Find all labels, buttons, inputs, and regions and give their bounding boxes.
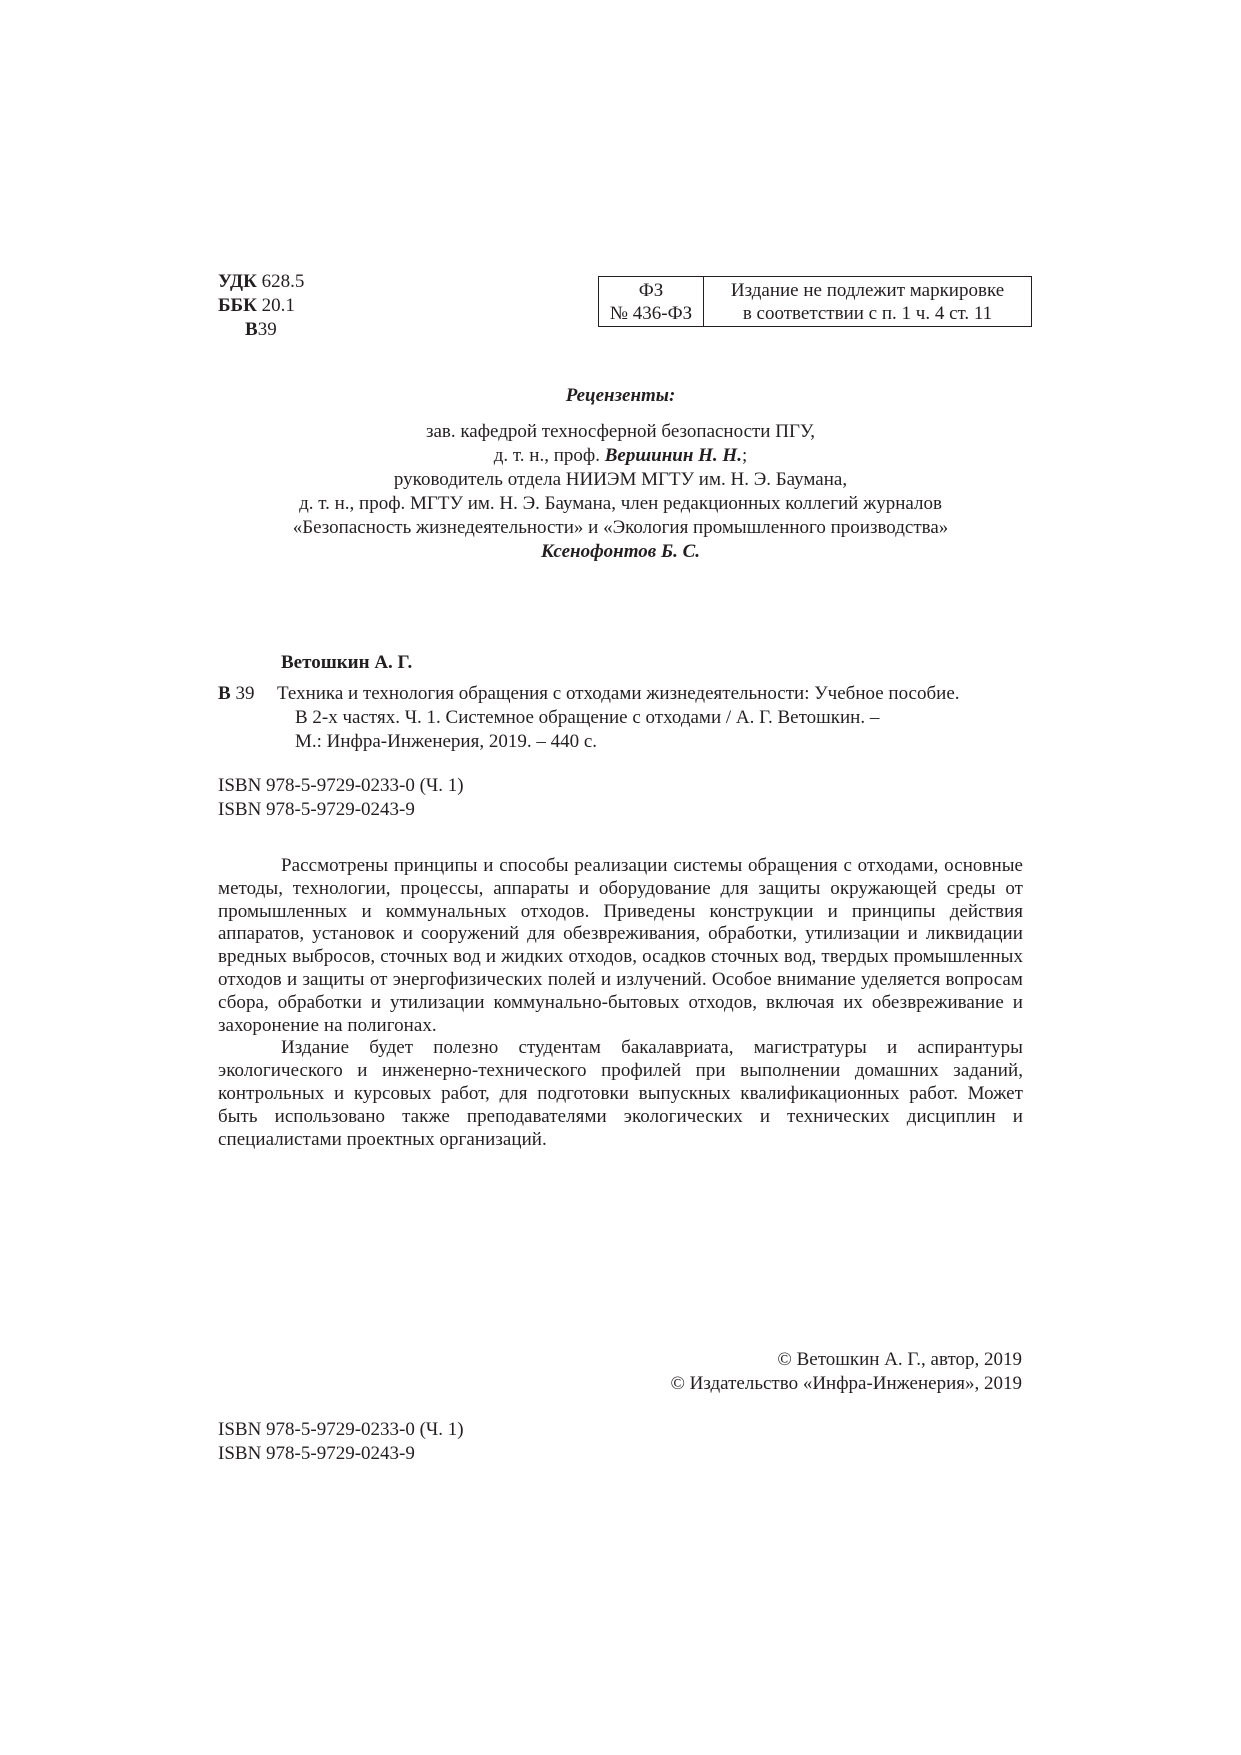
marking-note-line1: Издание не подлежит маркировке <box>730 279 1005 301</box>
reviewers-block <box>218 384 1023 564</box>
copyright-publisher: © Издательство «Инфра-Инженерия», 2019 <box>670 1373 1022 1394</box>
udk-value: 628.5 <box>256 271 305 292</box>
bbk-line <box>218 294 418 318</box>
annotation-paragraph-1: Рассмотрены принципы и способы реализации системы обращения с отходами, основные методы, технологии, процессы, аппараты и оборудование для защиты окружающей среды от промышленных и коммунальных отходов. Приведены конструкции и принципы действия аппаратов, установок и сооружений для обезвреживания, обработки, утилизации и ликвидации вредных выбросов, сточных вод и жидких отходов, осадков сточных вод, твердых промышленных отходов и защиты от энергофизических полей и излучений. Особое внимание уделяется вопросам сбора, обработки и утилизации коммунально-бытовых отходов, включая их обезвреживание и захоронение на полигонах. <box>218 855 1023 1036</box>
isbn-line-1: ISBN 978-5-9729-0233-0 (Ч. 1) <box>218 1419 464 1440</box>
author-code-number: 39 <box>230 683 255 704</box>
bibliographic-lines <box>277 682 1023 754</box>
law-marking-table <box>598 276 1032 327</box>
bibliographic-line-1: Техника и технология обращения с отходами жизнедеятельности: Учебное пособие. <box>277 683 960 704</box>
author-heading: Ветошкин А. Г. <box>281 652 413 673</box>
marking-note-line2: в соответствии с п. 1 ч. 4 ст. 11 <box>742 302 993 324</box>
isbn-line-1: ISBN 978-5-9729-0233-0 (Ч. 1) <box>218 775 464 796</box>
bibliographic-record <box>218 682 1023 754</box>
copyright-block <box>560 1348 1022 1396</box>
isbn-block-top <box>218 774 618 822</box>
reviewer-line-1: зав. кафедрой техносферной безопасности ПГУ, <box>425 421 816 442</box>
author-sign-line <box>218 318 418 342</box>
bibliographic-line-3: М.: Инфра-Инженерия, 2019. – 440 с. <box>295 731 598 752</box>
bbk-value: 20.1 <box>256 295 295 316</box>
reviewer-degree: д. т. н., проф. <box>493 445 605 466</box>
reviewer-line-2 <box>218 444 1023 468</box>
reviewer-name-2: Ксенофонтов Б. С. <box>541 541 700 562</box>
classification-block <box>218 270 418 342</box>
marking-note-cell <box>704 277 1032 327</box>
isbn-line-2: ISBN 978-5-9729-0243-9 <box>218 1443 415 1464</box>
bibliographic-line-2: В 2-х частях. Ч. 1. Системное обращение с отходами / А. Г. Ветошкин. – <box>295 707 880 728</box>
annotation-paragraph-2: Издание будет полезно студентам бакалавриата, магистратуры и аспирантуры экологического и инженерно-технического профилей при выполнении домашних заданий, контрольных и курсовых работ, для подготовки выпускных квалификационных работ. Может быть использовано также преподавателями экологических и технических дисциплин и специалистами проектных организаций. <box>218 1037 1023 1150</box>
author-code <box>218 682 254 706</box>
isbn-block-bottom <box>218 1418 618 1466</box>
reviewer-line-5: «Безопасность жизнедеятельности» и «Экология промышленного производства» <box>292 517 949 538</box>
author-sign-letter: В <box>245 319 258 340</box>
law-code-line1: ФЗ <box>638 279 664 301</box>
udk-line <box>218 270 418 294</box>
annotation <box>218 855 1023 1151</box>
bbk-label: ББК <box>218 295 257 316</box>
reviewer-line-2-suffix: ; <box>741 445 748 466</box>
author-code-letter: В <box>218 683 231 704</box>
reviewer-line-4: д. т. н., проф. МГТУ им. Н. Э. Баумана, член редакционных коллегий журналов <box>299 493 942 514</box>
reviewer-name-1: Вершинин Н. Н. <box>604 445 742 466</box>
copyright-author: © Ветошкин А. Г., автор, 2019 <box>777 1349 1022 1370</box>
isbn-line-2: ISBN 978-5-9729-0243-9 <box>218 799 415 820</box>
law-code-line2: № 436-ФЗ <box>609 302 693 324</box>
udk-label: УДК <box>218 271 257 292</box>
reviewers-title: Рецензенты: <box>565 385 676 406</box>
reviewer-line-3: руководитель отдела НИИЭМ МГТУ им. Н. Э. Баумана, <box>393 469 848 490</box>
author-sign-number: 39 <box>257 319 277 340</box>
law-code-cell <box>599 277 704 327</box>
